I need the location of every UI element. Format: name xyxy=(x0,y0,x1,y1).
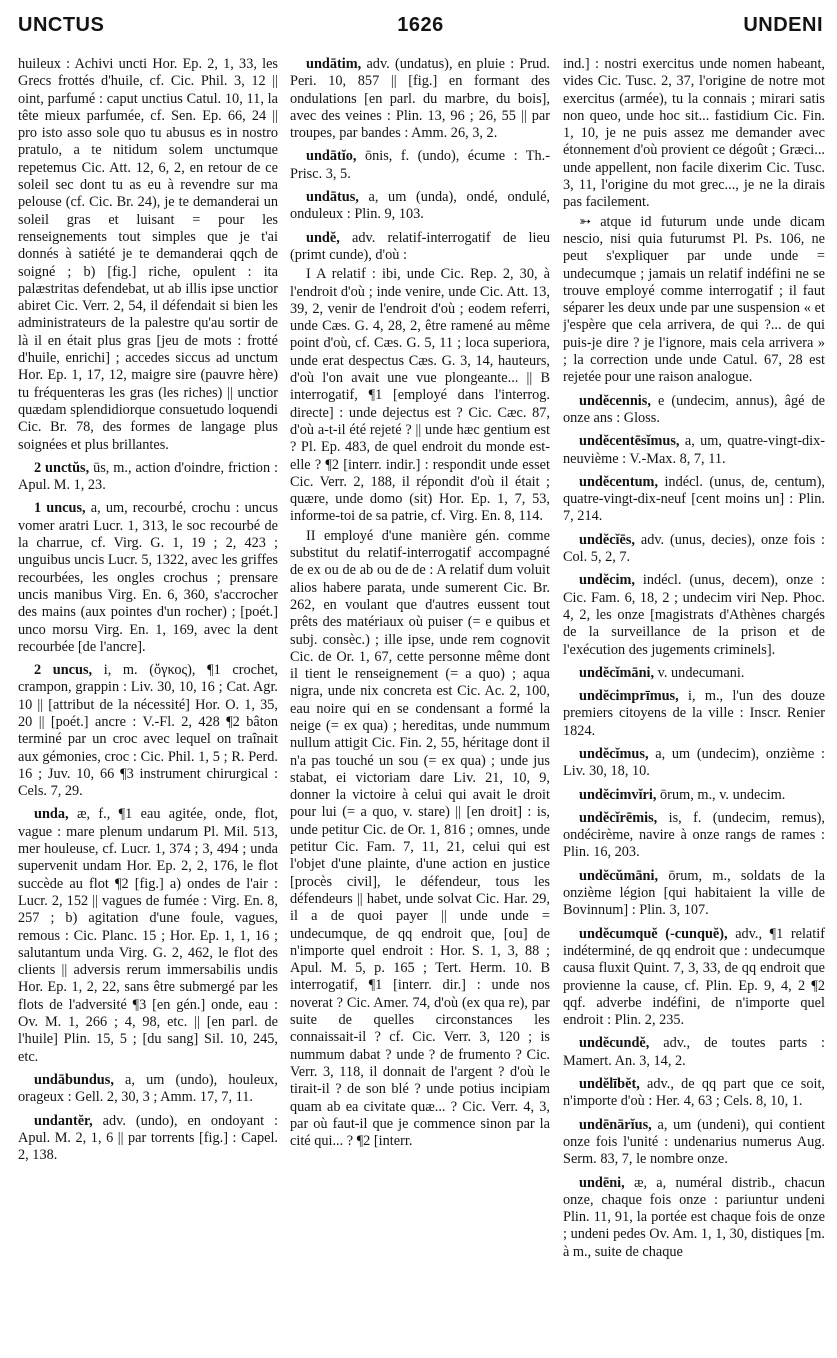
entry-text xyxy=(290,528,550,1151)
column-middle xyxy=(290,56,550,1352)
entry-text xyxy=(563,868,825,920)
entry-headword: undĕcĭēs, xyxy=(579,531,636,548)
running-header xyxy=(18,14,823,44)
dictionary-entry xyxy=(290,148,550,183)
entry-text xyxy=(563,56,825,212)
entry-body: adv. (undatus), en pluie : Prud. Peri. 10, 857 || [fig.] en formant des ondulations [en parl. du marbre, du bois], avec des veines : Plin. 13, 96 ; 26, 55 || par troupes, par bandes : Amm. 26, 3, 2. xyxy=(290,56,550,142)
entry-headword: undĕcentum, xyxy=(579,473,659,490)
dictionary-entry xyxy=(563,1175,825,1261)
entry-body: adv., ¶1 relatif indéterminé, de qq endroit que : undecumque causa fluxit Quint. 7, 3, 33, de qq endroit que provienne la cause, cf. Plin. Ep. 9, 4, 2 ¶2 qqf. adverbe indéfini, de n'importe quel endroit : Plin. 2, 235. xyxy=(563,925,825,1029)
dictionary-entry xyxy=(563,868,825,920)
entry-body: adv., de toutes parts : Mamert. An. 3, 14, 2. xyxy=(563,1035,825,1069)
entry-text xyxy=(563,665,825,682)
entry-body: a, um, recourbé, crochu : uncus vomer aratri Lucr. 1, 313, le soc recourbé de la charrue, cf. Virg. G. 1, 19 ; 2, 423 ; unguibus uncis Lucr. 5, 1322, avec les griffes recourbées, les ongles crochus ; prensare uncis manibus Virg. En. 6, 360, s'accrocher des mains (aux pointes d'un rocher) ; [poét.] unco morsu Virg. En. 1, 169, avec la dent recourbée [de l'ancre]. xyxy=(18,500,278,655)
dictionary-entry xyxy=(563,688,825,740)
entry-headword: undātus, xyxy=(306,189,359,206)
entry-text xyxy=(18,500,278,656)
entry-headword: undĕcĭmāni, xyxy=(579,664,655,681)
entry-text xyxy=(18,56,278,454)
dictionary-entry xyxy=(18,806,278,1065)
dictionary-entry xyxy=(18,500,278,656)
entry-body: v. undecumani. xyxy=(657,664,745,681)
entry-body: adv., de qq part que ce soit, n'importe d'où : Her. 4, 63 ; Cels. 8, 10, 1. xyxy=(563,1076,825,1110)
dictionary-entry xyxy=(18,1113,278,1165)
entry-headword: undĕcennis, xyxy=(579,392,651,409)
dictionary-entry xyxy=(563,433,825,468)
column-right xyxy=(563,56,825,1352)
entry-headword: undĕcĭmus, xyxy=(579,745,649,762)
dictionary-entry xyxy=(563,746,825,781)
entry-headword: undĕcentēsĭmus, xyxy=(579,433,680,450)
entry-headword: undātĭo, xyxy=(306,148,357,165)
dictionary-entry xyxy=(563,1076,825,1111)
entry-text xyxy=(563,926,825,1030)
entry-text xyxy=(563,474,825,526)
dictionary-entry xyxy=(563,572,825,658)
dictionary-entry xyxy=(563,1035,825,1070)
entry-body: I A relatif : ibi, unde Cic. Rep. 2, 30, à l'endroit d'où ; inde venire, unde Cic. Att. 13, 39, 2, venir de l'endroit d'où ; eodem referri, unde Cæs. G. 4, 28, 2, être ramené au même point d'où, cf. Cæs. G. 5, 11 ; loca superiora, unde erat despectus Cæs. G. 3, 14, hauteurs, d'où l'on avait une vue plongeante... || B interrogatif, ¶1 [employé dans l'interrog. directe] : unde dejectus est ? Cic. Cæc. 87, d'où a-t-il été rejeté ? || unde hæc gentium est ? Pl. Ep. 483, de quel endroit du monde est-elle ? ¶2 [interr. indir.] : respondit unde esset Cic. Verr. 2, 188, il répondit d'où il était ; quære, unde domo (sit) Hor. Ep. 1, 7, 53, informe-toi de sa patrie, cf. Virg. En. 8, 114. xyxy=(290,266,550,525)
entry-text xyxy=(563,787,825,804)
dictionary-entry xyxy=(18,1072,278,1107)
dictionary-entry xyxy=(290,56,550,142)
entry-headword: undābundus, xyxy=(34,1071,114,1088)
entry-headword: undantĕr, xyxy=(34,1112,93,1129)
entry-headword: undĕcim, xyxy=(579,572,636,589)
entry-headword: undĕcundĕ, xyxy=(579,1035,650,1052)
entry-text xyxy=(563,1175,825,1261)
entry-body: a, um, quatre-vingt-dix-neuvième : V.-Max. 8, 7, 11. xyxy=(563,433,825,467)
entry-body: æ, a, numéral distrib., chacun onze, chaque fois onze : pariuntur undeni Plin. 11, 91, la portée est chaque fois de onze ; undeni pedes Ov. Am. 1, 1, 30, distiques [m. à m., suite de chaque xyxy=(563,1174,825,1260)
entry-text xyxy=(563,572,825,658)
dictionary-entry xyxy=(563,810,825,862)
entry-body: ōnis, f. (undo), écume : Th.-Prisc. 3, 5. xyxy=(290,148,550,182)
entry-headword: undĕcumquĕ (-cunquĕ), xyxy=(579,925,728,942)
entry-text xyxy=(290,266,550,525)
entry-headword: 1 uncus, xyxy=(34,500,86,517)
page-number: 1626 xyxy=(397,14,444,36)
entry-headword: undĕlībĕt, xyxy=(579,1076,640,1093)
dictionary-entry xyxy=(563,532,825,567)
entry-body: a, um (undo), houleux, orageux : Gell. 2, 30, 3 ; Amm. 17, 7, 11. xyxy=(18,1071,278,1106)
entry-body: is, f. (undecim, remus), ondécirème, navire à onze rangs de rames : Plin. 16, 203. xyxy=(563,809,825,861)
entry-headword: undĕ, xyxy=(306,229,340,246)
entry-body: adv. (undo), en ondoyant : Apul. M. 2, 1, 6 || par torrents [fig.] : Capel. 2, 138. xyxy=(18,1112,278,1164)
entry-text xyxy=(18,1113,278,1165)
entry-text xyxy=(563,393,825,428)
entry-body: a, um (undecim), onzième : Liv. 30, 18, 10. xyxy=(563,745,825,780)
entry-body: ➳ atque id futurum unde unde dicam nescio, nisi quia futurumst Pl. Ps. 106, ne peut s'expliquer par unde unde = undecumque ; jamais un relatif indéfini ne se trouve employé comme interrogatif ; il faut séparer les deux unde par une suspension « et j'espère que cela arrivera, de qui ?... de qui puis-je dire ? je l'ignore, mais cela arrivera » ; la correction unde unde Catul. 67, 28 est rejetée pour une raison analogue. xyxy=(563,213,825,386)
entry-body: ōrum, m., v. undecim. xyxy=(660,786,786,803)
entry-text xyxy=(290,148,550,183)
dictionary-entry xyxy=(290,189,550,224)
entry-body: adv. (unus, decies), onze fois : Col. 5, 2, 7. xyxy=(563,531,825,566)
entry-body: a, um (undeni), qui contient onze fois l'unité : undenarius numerus Aug. Serm. 83, 7, le nombre onze. xyxy=(563,1116,825,1168)
dictionary-entry xyxy=(563,56,825,387)
entry-headword: undĕcimprīmus, xyxy=(579,688,679,705)
entry-text xyxy=(563,532,825,567)
dictionary-entry xyxy=(563,393,825,428)
entry-headword: undĕcimvĭri, xyxy=(579,786,657,803)
entry-text xyxy=(18,460,278,495)
entry-text xyxy=(563,1117,825,1169)
dictionary-entry xyxy=(563,787,825,804)
dictionary-entry xyxy=(563,1117,825,1169)
entry-headword: undēnārĭus, xyxy=(579,1116,652,1133)
dictionary-entry xyxy=(18,662,278,800)
entry-body: a, um (unda), ondé, ondulé, onduleux : Plin. 9, 103. xyxy=(290,189,550,223)
entry-text xyxy=(563,810,825,862)
entry-headword: 2 uncus, xyxy=(34,662,93,679)
dictionary-entry xyxy=(563,926,825,1030)
entry-text xyxy=(290,56,550,142)
entry-body: ōrum, m., soldats de la onzième légion [qui habitaient la ville de Bovinnum] : Plin. 3, 107. xyxy=(563,867,825,919)
entry-text xyxy=(563,1076,825,1111)
entry-body: i, m., l'un des douze premiers citoyens de la ville : Inscr. Renier 1824. xyxy=(563,688,825,739)
entry-text xyxy=(290,189,550,224)
entry-text xyxy=(290,230,550,265)
entry-text xyxy=(563,688,825,740)
dictionary-entry xyxy=(18,56,278,454)
entry-text xyxy=(18,1072,278,1107)
guide-word-right: UNDENI xyxy=(743,14,823,36)
entry-body: indécl. (unus, decem), onze : Cic. Fam. 6, 18, 2 ; undecim viri Nep. Phoc. 4, 2, les onze [magistrats d'Athènes chargés de la surveillance de la prison et de l'exécution des jugements criminels]. xyxy=(563,572,825,658)
entry-headword: unda, xyxy=(34,806,69,823)
entry-text xyxy=(563,1035,825,1070)
entry-headword: undēni, xyxy=(579,1174,625,1191)
entry-text xyxy=(563,214,825,387)
guide-word-left: UNCTUS xyxy=(18,14,105,36)
dictionary-entry xyxy=(563,474,825,526)
entry-headword: 2 unctŭs, xyxy=(34,459,90,476)
entry-body: II employé d'une manière gén. comme substitut du relatif-interrogatif accompagné de ex ou de ab ou de de : A relatif dum voluit alios habere parata, unde sumerent Cic. Br. 262, en voulant que d'autres eussent tout prêts des matériaux où puiser (= e quibus et subj. consèc.) ; ille ipse, unde rem cognovit Cic. de Or. 1, 67, cette personne même dont il tient le renseignement (= a quo) ; aqua nigra, unde nix concreta est Cic. Ac. 2, 100, eau noire qui en se condensant a formé la neige (= ex qua) ; hereditas, unde nummum nullum attigit Cic. Fin. 2, 55, héritage dont il n'a pas touché un sou (= ex qua) ; unde jus stabat, ei victoriam dare Liv. 21, 10, 9, donner la victoire à celui qui avait le droit pour lui (= a quo, v. stare) || [en droit] : is, unde petitur Cic. de Or. 1, 816 ; omnes, unde petitur Cic. Fam. 7, 11, 21, celui qui est l'objet d'une plainte, d'une action en justice [procès civil], le défendeur, tous les défendeurs || habet, unde solvat Cic. Har. 29, il a de quoi payer || unde unde = undecumque, de qq endroit que, [ou] de n'importe quel endroit : Hor. S. 1, 3, 88 ; Apul. M. 5, p. 165 ; Tert. Herm. 10. B interrogatif, ¶1 [interr. dir.] : unde nos noverat ? Cic. Amer. 74, d'où (ex qua re), par suite de quelles circonstances les connaissait-il ? cf. Cic. Verr. 3, 120 ; is nummum dabat ? unde ? de frumento ? Cic. Verr. 3, 118, il donnait de l'argent ? d'où le tirait-il ? de son blé ? unde potius incipiam quam ab ea civitate quæ... ? Cic. Verr. 4, 3, par où faut-il que je commence sinon par la cité qui... ? ¶2 [interr. xyxy=(290,527,550,1150)
entry-body: e (undecim, annus), âgé de onze ans : Gloss. xyxy=(563,392,825,426)
dictionary-entry xyxy=(563,665,825,682)
entry-headword: undātim, xyxy=(306,56,362,72)
entry-headword: undĕcĭrēmis, xyxy=(579,809,658,826)
entry-text xyxy=(563,746,825,781)
entry-text xyxy=(18,662,278,800)
entry-body: ind.] : nostri exercitus unde nomen habeant, vides Cic. Tusc. 2, 37, l'origine de notre mot exercitus (armée), tu la connais ; mirari satis non queo, unde hoc sit... fastidium Cic. Fin. 1, 10, je ne puis assez me demander avec étonnement d'où provient ce dégoût ; Græci... unde appellent, non facile dixerim Cic. Tusc. 3, 11, l'origine du mot grec..., je ne la dirais pas facilement. xyxy=(563,56,825,211)
column-left xyxy=(18,56,278,1352)
entry-text xyxy=(18,806,278,1065)
entry-body: indécl. (unus, de, centum), quatre-vingt-dix-neuf [cent moins un] : Plin. 7, 214. xyxy=(563,473,825,525)
entry-body: i, m. (ὄγκος), ¶1 crochet, crampon, grappin : Liv. 30, 10, 16 ; Cat. Agr. 10 || [attribut de la nécessité] Hor. O. 1, 35, 20 || [poét.] ancre : V.-Fl. 2, 428 ¶2 bâton terminé par un croc avec lequel on traînait aux gémonies, croc : Cic. Phil. 1, 5 ; R. Perd. 16 ; Juv. 10, 66 ¶3 instrument chirurgical : Cels. 7, 29. xyxy=(18,662,278,800)
entry-body: huileux : Achivi uncti Hor. Ep. 2, 1, 33, les Grecs frottés d'huile, cf. Cic. Phil. 3, 12 || oint, parfumé : caput unctius Catul. 10, 11, la tête mieux parfumée, cf. Sen. Ep. 66, 24 || pro isto asso sole quo tu abusus es in nostro pratulo, a te nitidum solem unctumque repetemus Cic. Att. 12, 6, 2, en retour de ce soleil sec dont tu as eu à revendre sur ma pelouse (cf. Cic. Br. 24), je te demanderai un soleil gras et luisant = pour les renseignements tout simples que je t'ai donnés à satiété je te demanderai qqch de soigné ; b) [fig.] riche, opulent : ita palæstritas defendebat, ut ab illis ipse unctior abiret Cic. Verr. 2, 54, il défendait si bien les administrateurs de la palestre qu'au sortir de là il en était plus gras [jeu de mots : frotté d'huile, enrichi] ; accedes siccus ad unctum Hor. Ep. 1, 17, 12, maigre sire (pauvre hère) tu fréquenteras les gras (les riches) || unctior quædam splendidiorque consuetudo loquendi Cic. Br. 78, des formes de langage plus soignées et plus brillantes. xyxy=(18,56,278,453)
entry-text xyxy=(563,433,825,468)
entry-body: æ, f., ¶1 eau agitée, onde, flot, vague : mare plenum undarum Pl. Mil. 513, mer houleuse, cf. Lucr. 1, 374 ; 3, 494 ; unda supervenit undam Hor. Ep. 2, 2, 176, le flot succède au flot ¶2 [fig.] a) ondes de l'air : Lucr. 2, 152 || vagues de fumée : Virg. En. 8, 257 ; b) agitation d'une foule, vagues, remous : Cic. Planc. 15 ; Hor. Ep. 1, 1, 16 ; salutantum unda Virg. G. 2, 462, le flot des clients || adversis rerum immersabilis undis Hor. Ep. 1, 2, 22, sans être submergé par les flots de l'adversité ¶3 [en gén.] onde, eau : Ov. M. 1, 266 ; 4, 98, etc. || [en parl. de l'huile] Plin. 15, 5 ; [du sang] Sil. 10, 245, etc. xyxy=(18,806,278,1065)
entry-headword: undĕcŭmāni, xyxy=(579,867,659,884)
entry-body: adv. relatif-interrogatif de lieu (primt cunde), d'où : xyxy=(290,229,550,263)
dictionary-entry xyxy=(18,460,278,495)
entry-body: ūs, m., action d'oindre, friction : Apul. M. 1, 23. xyxy=(18,459,278,494)
dictionary-entry xyxy=(290,230,550,1151)
